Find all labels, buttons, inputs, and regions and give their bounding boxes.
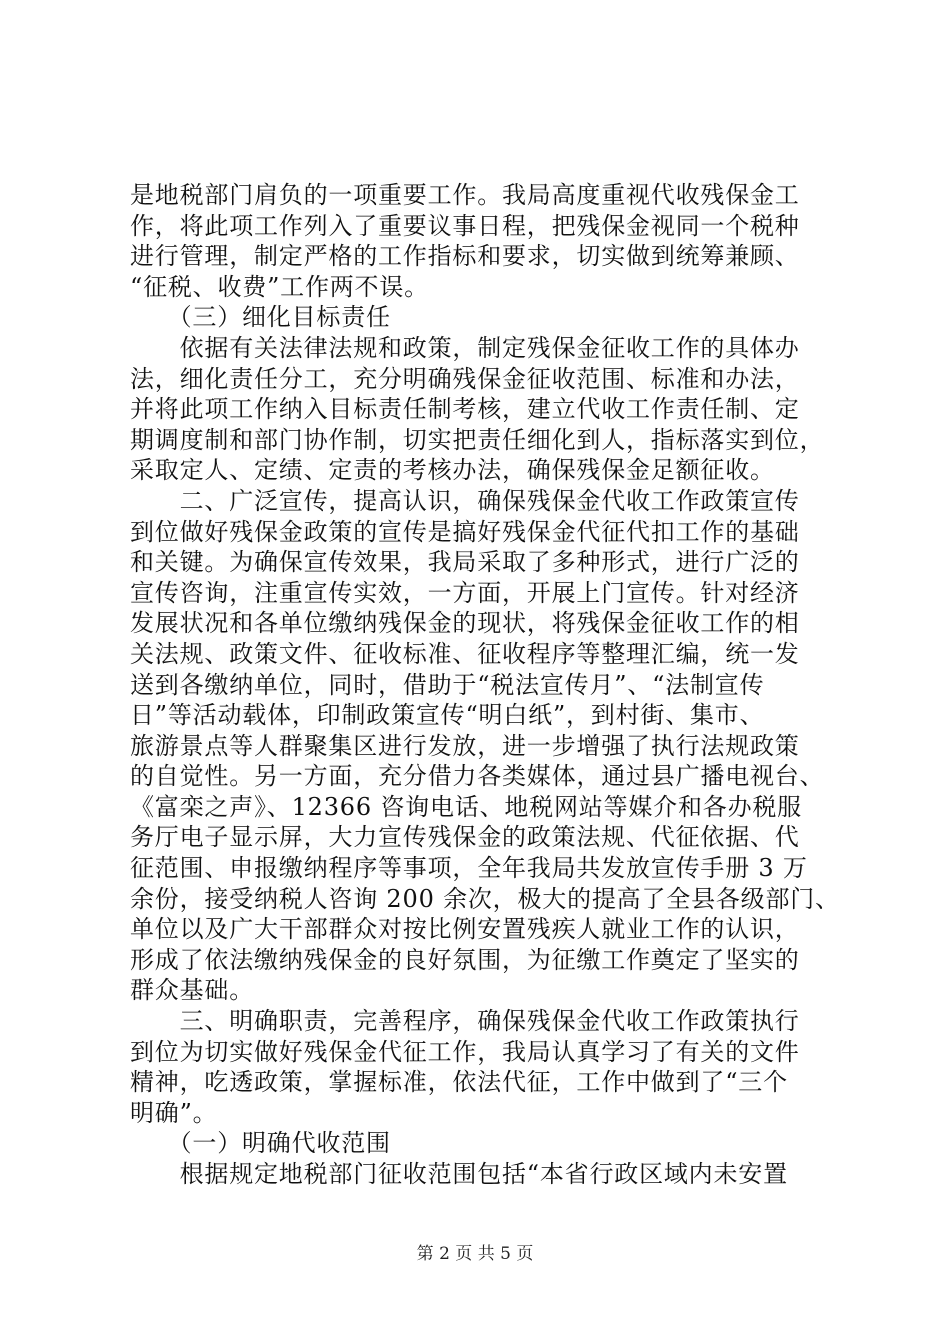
text-line: 采取定人、定绩、定责的考核办法，确保残保金足额征收。	[130, 456, 775, 485]
text-line: 征范围、申报缴纳程序等事项，全年我局共发放宣传手册 3 万	[130, 854, 808, 883]
text-line: 作，将此项工作列入了重要议事日程，把残保金视同一个税种	[130, 211, 800, 240]
text-line: 期调度制和部门协作制，切实把责任细化到人，指标落实到位，	[130, 425, 825, 454]
text-line: 宣传咨询，注重宣传实效，一方面，开展上门宣传。针对经济	[130, 578, 800, 607]
document-body	[130, 180, 840, 1190]
text-line: 到位为切实做好残保金代征工作，我局认真学习了有关的文件	[130, 1037, 800, 1066]
text-line: 是地税部门肩负的一项重要工作。我局高度重视代收残保金工	[130, 181, 800, 209]
text-line: 明确”。	[130, 1098, 218, 1127]
page-footer	[0, 1243, 950, 1265]
text-line: “征税、收费”工作两不误。	[130, 272, 429, 301]
section-heading: 三、明确职责，完善程序，确保残保金代收工作政策执行	[130, 1007, 800, 1036]
text-line: 单位以及广大干部群众对按比例安置残疾人就业工作的认识，	[130, 915, 800, 944]
text-line: 和关键。为确保宣传效果，我局采取了多种形式，进行广泛的	[130, 548, 800, 577]
text-line: 形成了依法缴纳残保金的良好氛围，为征缴工作奠定了坚实的	[130, 945, 800, 974]
section-heading: （三）细化目标责任	[130, 303, 391, 332]
text-line: 日”等活动载体，印制政策宣传“明白纸”，到村街、集市、	[130, 701, 765, 730]
text-line: 精神，吃透政策，掌握标准，依法代征，工作中做到了“三个	[130, 1068, 788, 1097]
text-line: 法，细化责任分工，充分明确残保金征收范围、标准和办法，	[130, 364, 800, 393]
text-line: 群众基础。	[130, 976, 254, 1005]
section-heading: （一）明确代收范围	[130, 1129, 391, 1158]
text-line: 旅游景点等人群聚集区进行发放，进一步增强了执行法规政策	[130, 731, 800, 760]
section-heading: 二、广泛宣传，提高认识，确保残保金代收工作政策宣传	[130, 486, 800, 515]
text-line: 的自觉性。另一方面，充分借力各类媒体，通过县广播电视台、	[130, 762, 825, 791]
text-line: 余份，接受纳税人咨询 200 余次，极大的提高了全县各级部门、	[130, 884, 840, 913]
text-line: 进行管理，制定严格的工作指标和要求，切实做到统筹兼顾、	[130, 242, 800, 271]
text-line: 送到各缴纳单位，同时，借助于“税法宣传月”、“法制宣传	[130, 670, 765, 699]
page-number-label: 第 2 页 共 5 页	[416, 1244, 534, 1264]
text-line: 务厅电子显示屏，大力宣传残保金的政策法规、代征依据、代	[130, 823, 800, 852]
text-line: 发展状况和各单位缴纳残保金的现状，将残保金征收工作的相	[130, 609, 800, 638]
text-line: 并将此项工作纳入目标责任制考核，建立代收工作责任制、定	[130, 395, 800, 424]
text-line: 根据规定地税部门征收范围包括“本省行政区域内未安置	[130, 1160, 788, 1188]
text-line: 依据有关法律法规和政策，制定残保金征收工作的具体办	[130, 333, 800, 362]
text-line: 关法规、政策文件、征收标准、征收程序等整理汇编，统一发	[130, 639, 800, 668]
text-line: 《富栾之声》、12366 咨询电话、地税网站等媒介和各办税服	[130, 792, 802, 821]
text-line: 到位做好残保金政策的宣传是搞好残保金代征代扣工作的基础	[130, 517, 800, 546]
